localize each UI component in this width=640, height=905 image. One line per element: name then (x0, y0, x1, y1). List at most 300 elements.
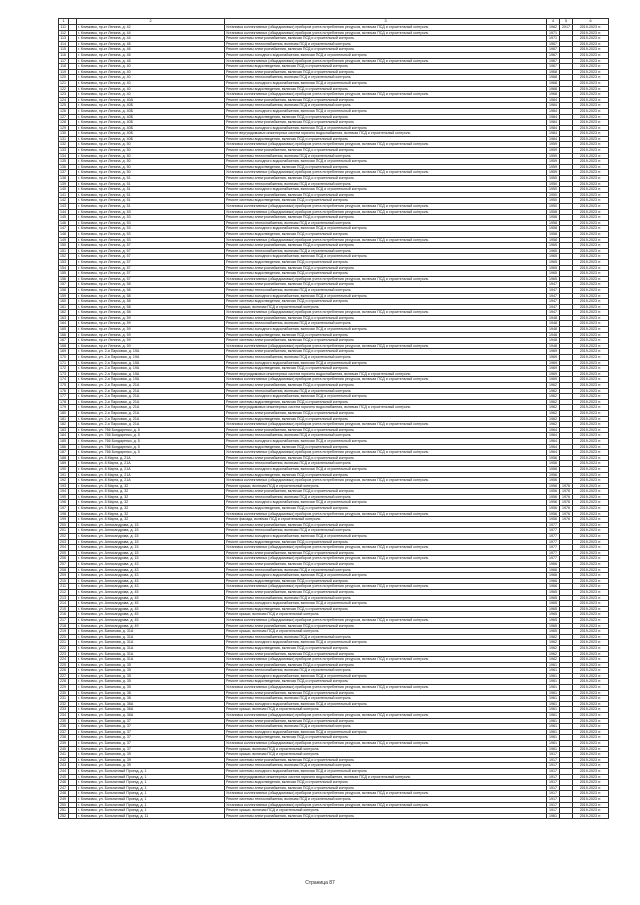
row-work-type: Ремонт системы электроснабжения, включая ПСД и строительный контроль (225, 176, 547, 182)
row-period: 2019-2023 гг. (573, 282, 609, 288)
row-period: 2019-2023 гг. (573, 741, 609, 747)
row-work-type: Установка коллективных (общедомовых) приборов учета потребления ресурсов, включая ПСД и строительный контроль (225, 545, 547, 551)
row-number: 176 (59, 388, 69, 394)
row-period: 2019-2023 гг. (573, 506, 609, 512)
row-year: 1964 (547, 444, 560, 450)
row-work-type: Установка коллективных (общедомовых) приборов учета потребления ресурсов, включая ПСД и строительный контроль (225, 741, 547, 747)
row-period: 2019-2023 гг. (573, 545, 609, 551)
row-period: 2019-2023 гг. (573, 148, 609, 154)
row-period: 2019-2023 гг. (573, 58, 609, 64)
row-period: 2019-2023 гг. (573, 657, 609, 663)
row-number: 222 (59, 645, 69, 651)
row-number: 163 (59, 315, 69, 321)
row-number: 237 (59, 729, 69, 735)
row-period: 2019-2023 гг. (573, 142, 609, 148)
row-period: 2019-2023 гг. (573, 299, 609, 305)
row-period: 2019-2023 гг. (573, 383, 609, 389)
row-period: 2019-2023 гг. (573, 125, 609, 131)
row-address: г. Климовск, ул. Бапанова, д. 37 (77, 718, 225, 724)
row-number: 112 (59, 30, 69, 36)
row-address: г. Климовск, ул. 766 Бондаренко, д. 5 (77, 433, 225, 439)
row-address: г. Климовск, ул. Бапанова, д. 36 (77, 690, 225, 696)
row-address: г. Климовск, пр-кт Ленина, д. 51 (77, 187, 225, 193)
row-year: 1962 (547, 25, 560, 31)
row-work-type: Ремонт крыши, включая ПСД и строительный контроль (225, 612, 547, 618)
row-address: г. Климовск, ул. Александрова, д. 45 (77, 612, 225, 618)
row-year: 1958 (547, 226, 560, 232)
row-period: 2019-2023 гг. (573, 780, 609, 786)
row-period: 2019-2023 гг. (573, 517, 609, 523)
row-period: 2019-2023 гг. (573, 315, 609, 321)
row-period: 2019-2023 гг. (573, 562, 609, 568)
row-year: 1950 (547, 187, 560, 193)
row-number: 143 (59, 204, 69, 210)
row-year-2: 1976 (560, 483, 573, 489)
row-address: г. Климовск, ул. 2-я Парковая, д. 21А (77, 410, 225, 416)
row-year: 1961 (547, 746, 560, 752)
row-year: 1950 (547, 181, 560, 187)
row-work-type: Ремонт системы холодного водоснабжения, включая ПСД и строительный контроль (225, 729, 547, 735)
row-year: 1969 (547, 355, 560, 361)
row-number: 121 (59, 80, 69, 86)
row-address: г. Климовск, пр-кт Ленина, д. 57 (77, 259, 225, 265)
row-number: 144 (59, 209, 69, 215)
row-year: 1968 (547, 80, 560, 86)
row-work-type: Ремонт системы электроснабжения, включая ПСД и строительный контроль (225, 97, 547, 103)
row-number: 177 (59, 394, 69, 400)
row-year: 1961 (547, 662, 560, 668)
row-work-type: Ремонт системы холодного водоснабжения, включая ПСД и строительный контроль (225, 673, 547, 679)
row-work-type: Ремонт системы теплоснабжения, включая ПСД и строительный контроль (225, 461, 547, 467)
row-period: 2019-2023 гг. (573, 332, 609, 338)
row-period: 2019-2023 гг. (573, 573, 609, 579)
row-address: г. Климовск, ул. Бапанова, д. 36А (77, 701, 225, 707)
row-period: 2019-2023 гг. (573, 746, 609, 752)
row-address: г. Климовск, пр-кт Ленина, д. 46 (77, 41, 225, 47)
row-period: 2019-2023 гг. (573, 623, 609, 629)
row-year: 1947 (547, 282, 560, 288)
row-period: 2019-2023 гг. (573, 271, 609, 277)
row-period: 2019-2023 гг. (573, 612, 609, 618)
row-year: 1961 (547, 668, 560, 674)
row-period: 2019-2023 гг. (573, 176, 609, 182)
row-year: 1964 (547, 427, 560, 433)
row-work-type: Ремонт системы электроснабжения, включая ПСД и строительный контроль (225, 589, 547, 595)
row-number: 113 (59, 36, 69, 42)
row-year: 1967 (547, 47, 560, 53)
row-number: 128 (59, 120, 69, 126)
row-address: г. Климовск, ул. 2-я Парковая, д. 21А (77, 422, 225, 428)
row-number: 171 (59, 360, 69, 366)
row-number: 238 (59, 735, 69, 741)
row-work-type: Ремонт системы теплоснабжения, включая ПСД и строительный контроль (225, 696, 547, 702)
row-year: 1917 (547, 802, 560, 808)
row-period: 2019-2023 гг. (573, 651, 609, 657)
row-period: 2019-2023 гг. (573, 220, 609, 226)
row-year: 1917 (547, 768, 560, 774)
row-period: 2019-2023 гг. (573, 108, 609, 114)
row-address: г. Климовск, пр-кт Ленина, д. 46 (77, 47, 225, 53)
row-address: г. Климовск, ул. 2-я Парковая, д. 21А (77, 383, 225, 389)
row-work-type: Ремонт системы водоотведения, включая ПСД и строительный контроль (225, 366, 547, 372)
row-period: 2019-2023 гг. (573, 802, 609, 808)
row-year: 1977 (547, 522, 560, 528)
row-period: 2019-2023 гг. (573, 668, 609, 674)
row-number: 214 (59, 601, 69, 607)
row-period: 2019-2023 гг. (573, 724, 609, 730)
row-number: 174 (59, 377, 69, 383)
row-year: 1966 (547, 573, 560, 579)
row-period: 2019-2023 гг. (573, 287, 609, 293)
row-number: 111 (59, 25, 69, 31)
row-number: 182 (59, 422, 69, 428)
row-number: 123 (59, 92, 69, 98)
row-work-type: Установка коллективных (общедомовых) приборов учета потребления ресурсов, включая ПСД и строительный контроль (225, 713, 547, 719)
row-year: 1966 (547, 562, 560, 568)
row-number: 242 (59, 757, 69, 763)
row-period: 2019-2023 гг. (573, 405, 609, 411)
row-year: 1977 (547, 539, 560, 545)
row-number: 247 (59, 785, 69, 791)
row-period: 2019-2023 гг. (573, 136, 609, 142)
row-year: 1956 (547, 478, 560, 484)
row-year: 1964 (547, 450, 560, 456)
row-address: г. Климовск, ул. 8 Марта, д. 21А (77, 466, 225, 472)
row-number: 187 (59, 450, 69, 456)
row-year: 1959 (547, 159, 560, 165)
row-year-2 (560, 813, 573, 819)
row-work-type: Ремонт системы водоотведения, включая ПСД и строительный контроль (225, 64, 547, 70)
row-number: 172 (59, 366, 69, 372)
row-work-type: Ремонт системы водоотведения, включая ПСД и строительный контроль (225, 332, 547, 338)
row-year: 1948 (547, 338, 560, 344)
row-work-type: Ремонт системы холодного водоснабжения, включая ПСД и строительный контроль (225, 601, 547, 607)
row-period: 2019-2023 гг. (573, 808, 609, 814)
row-address: г. Климовск, ул. Бапанова, д. 35 (77, 673, 225, 679)
row-period: 2019-2023 гг. (573, 500, 609, 506)
row-work-type: Ремонт крыши, включая ПСД и строительный контроль (225, 304, 547, 310)
row-period: 2019-2023 гг. (573, 450, 609, 456)
row-period: 2019-2023 гг. (573, 181, 609, 187)
row-period: 2019-2023 гг. (573, 472, 609, 478)
row-number: 223 (59, 651, 69, 657)
row-address: г. Климовск, пр-кт Ленина, д. 57 (77, 271, 225, 277)
row-period: 2019-2023 гг. (573, 30, 609, 36)
row-address: г. Климовск, ул. Бапанова, д. 31А (77, 634, 225, 640)
row-address: г. Климовск, пр-кт Ленина, д. 40Б (77, 131, 225, 137)
row-year: 1962 (547, 394, 560, 400)
row-year: 1958 (547, 237, 560, 243)
row-work-type: Ремонт системы холодного водоснабжения, включая ПСД и строительный контроль (225, 394, 547, 400)
header-col-3: 3 (225, 19, 547, 25)
row-address: г. Климовск, пр-кт Ленина, д. 50 (77, 153, 225, 159)
row-year: 1961 (547, 741, 560, 747)
row-address: г. Климовск, пр-кт Ленина, д. 59 (77, 338, 225, 344)
row-year-2: 1976 (560, 494, 573, 500)
row-work-type: Ремонт системы электроснабжения, включая ПСД и строительный контроль (225, 383, 547, 389)
row-year: 1977 (547, 534, 560, 540)
row-number: 122 (59, 86, 69, 92)
row-period: 2019-2023 гг. (573, 25, 609, 31)
row-number: 178 (59, 399, 69, 405)
row-number: 116 (59, 52, 69, 58)
row-period: 2019-2023 гг. (573, 422, 609, 428)
row-work-type: Установка коллективных (общедомовых) приборов учета потребления ресурсов, включая ПСД и строительный контроль (225, 450, 547, 456)
row-period: 2019-2023 гг. (573, 478, 609, 484)
row-year: 1956 (547, 466, 560, 472)
row-address: г. Климовск, пр-кт Ленина, д. 59 (77, 327, 225, 333)
row-number: 140 (59, 187, 69, 193)
row-period: 2019-2023 гг. (573, 757, 609, 763)
row-year: 1959 (547, 153, 560, 159)
row-work-type: Ремонт системы теплоснабжения, включая ПСД и строительный контроль (225, 153, 547, 159)
row-address: г. Климовск, ул. Бапанова, д. 39 (77, 752, 225, 758)
row-work-type: Ремонт системы электроснабжения, включая ПСД и строительный контроль (225, 47, 547, 53)
row-period: 2019-2023 гг. (573, 377, 609, 383)
row-year: 1964 (547, 438, 560, 444)
row-period: 2019-2023 гг. (573, 304, 609, 310)
row-number: 147 (59, 226, 69, 232)
row-year: 1965 (547, 265, 560, 271)
row-work-type: Ремонт крыши, включая ПСД и строительный контроль (225, 483, 547, 489)
row-work-type: Ремонт системы электроснабжения, включая ПСД и строительный контроль (225, 410, 547, 416)
row-work-type: Ремонт системы холодного водоснабжения, включая ПСД и строительный контроль (225, 159, 547, 165)
row-year: 1948 (547, 332, 560, 338)
row-year: 1961 (547, 690, 560, 696)
row-work-type: Ремонт системы теплоснабжения, включая ПСД и строительный контроль (225, 287, 547, 293)
row-period: 2019-2023 гг. (573, 791, 609, 797)
row-address: г. Климовск, пр-кт Ленина, д. 53 (77, 209, 225, 215)
row-number: 232 (59, 701, 69, 707)
row-number: 125 (59, 103, 69, 109)
row-address: г. Климовск, ул. Больничный Проезд, д. 1 (77, 768, 225, 774)
row-year: 1961 (547, 813, 560, 819)
row-number: 175 (59, 383, 69, 389)
row-work-type: Ремонт системы электроснабжения, включая ПСД и строительный контроль (225, 215, 547, 221)
row-work-type: Установка коллективных (общедомовых) приборов учета потребления ресурсов, включая ПСД и строительный контроль (225, 310, 547, 316)
row-year: 1947 (547, 310, 560, 316)
row-period: 2019-2023 гг. (573, 187, 609, 193)
row-address: г. Климовск, ул. Бапанова, д. 35 (77, 668, 225, 674)
row-period: 2019-2023 гг. (573, 690, 609, 696)
row-number: 167 (59, 338, 69, 344)
row-number: 127 (59, 114, 69, 120)
row-period: 2019-2023 гг. (573, 120, 609, 126)
row-year: 1965 (547, 259, 560, 265)
row-work-type: Ремонт системы электроснабжения, включая ПСД и строительный контроль (225, 243, 547, 249)
row-work-type: Ремонт системы холодного водоснабжения, включая ПСД и строительный контроль (225, 500, 547, 506)
row-number: 212 (59, 589, 69, 595)
row-period: 2019-2023 гг. (573, 265, 609, 271)
row-address: г. Климовск, ул. Бапанова, д. 31А (77, 651, 225, 657)
row-work-type: Ремонт системы теплоснабжения, включая ПСД и строительный контроль (225, 41, 547, 47)
row-work-type: Ремонт системы электроснабжения, включая ПСД и строительный контроль (225, 120, 547, 126)
row-year: 1956 (547, 511, 560, 517)
row-year: 1984 (547, 125, 560, 131)
row-address: г. Климовск, ул. 2-я Парковая, д. 21А (77, 388, 225, 394)
row-year: 1965 (547, 617, 560, 623)
row-work-type: Ремонт системы водоотведения, включая ПСД и строительный контроль (225, 444, 547, 450)
row-year: 1959 (547, 164, 560, 170)
row-address: г. Климовск, ул. 2-я Парковая, д. 21А (77, 394, 225, 400)
row-number: 251 (59, 808, 69, 814)
row-number: 129 (59, 125, 69, 131)
row-address: г. Климовск, пр-кт Ленина, д. 58 (77, 299, 225, 305)
row-period: 2019-2023 гг. (573, 455, 609, 461)
row-period: 2019-2023 гг. (573, 36, 609, 42)
row-work-type: Ремонт системы теплоснабжения, включая ПСД и строительный контроль (225, 321, 547, 327)
row-year: 1969 (547, 360, 560, 366)
row-year: 1967 (547, 52, 560, 58)
row-number: 155 (59, 271, 69, 277)
row-period: 2019-2023 гг. (573, 763, 609, 769)
row-address: г. Климовск, ул. Александрова, д. 45 (77, 617, 225, 623)
row-year: 1968 (547, 75, 560, 81)
row-address: г. Климовск, ул. 2-я Парковая, д. 21А (77, 399, 225, 405)
row-work-type: Ремонт системы водоотведения, включая ПСД и строительный контроль (225, 164, 547, 170)
row-work-type: Ремонт крыши, включая ПСД и строительный контроль (225, 808, 547, 814)
row-year: 1917 (547, 785, 560, 791)
row-number: 248 (59, 791, 69, 797)
row-number: 219 (59, 629, 69, 635)
row-year: 1950 (547, 176, 560, 182)
row-number: 240 (59, 746, 69, 752)
row-address: г. Климовск, пр-кт Ленина, д. 59 (77, 332, 225, 338)
row-year: 1956 (547, 494, 560, 500)
row-year: 1961 (547, 685, 560, 691)
row-period: 2019-2023 гг. (573, 259, 609, 265)
row-work-type: Ремонт системы холодного водоснабжения, включая ПСД и строительный контроль (225, 701, 547, 707)
row-address: г. Климовск, ул. 8 Марта, д. 32 (77, 517, 225, 523)
row-address: г. Климовск, пр-кт Ленина, д. 58 (77, 304, 225, 310)
row-year: 1962 (547, 388, 560, 394)
row-year: 1966 (547, 584, 560, 590)
row-year: 1962 (547, 399, 560, 405)
row-number: 215 (59, 606, 69, 612)
row-work-type: Ремонт системы холодного водоснабжения, включая ПСД и строительный контроль (225, 438, 547, 444)
row-address: г. Климовск, пр-кт Ленина, д. 40А (77, 97, 225, 103)
row-address: г. Климовск, ул. 8 Марта, д. 21А (77, 455, 225, 461)
row-year: 1965 (547, 612, 560, 618)
row-year: 1971 (547, 36, 560, 42)
row-period: 2019-2023 гг. (573, 567, 609, 573)
row-number: 141 (59, 192, 69, 198)
row-work-type: Установка коллективных (общедомовых) приборов учета потребления ресурсов, включая ПСД и строительный контроль (225, 204, 547, 210)
row-year: 1977 (547, 545, 560, 551)
row-number: 120 (59, 75, 69, 81)
table-row (59, 813, 609, 819)
row-number: 131 (59, 136, 69, 142)
row-work-type: Ремонт системы теплоснабжения, включая ПСД и строительный контроль (225, 494, 547, 500)
row-address: г. Климовск, ул. Бапанова, д. 36 (77, 696, 225, 702)
row-work-type: Ремонт системы холодного водоснабжения, включая ПСД и строительный контроль (225, 226, 547, 232)
row-work-type: Ремонт системы электроснабжения, включая ПСД и строительный контроль (225, 69, 547, 75)
row-year-2: 1976 (560, 517, 573, 523)
row-work-type: Установка коллективных (общедомовых) приборов учета потребления ресурсов, включая ПСД и строительный контроль (225, 92, 547, 98)
row-number: 192 (59, 478, 69, 484)
row-work-type: Ремонт системы водоотведения, включая ПСД и строительный контроль (225, 399, 547, 405)
row-period: 2019-2023 гг. (573, 86, 609, 92)
row-number: 243 (59, 763, 69, 769)
row-year: 1965 (547, 595, 560, 601)
row-year: 1958 (547, 215, 560, 221)
row-work-type: Ремонт крыши, включая ПСД и строительный контроль (225, 746, 547, 752)
row-work-type: Ремонт системы водоотведения, включая ПСД и строительный контроль (225, 780, 547, 786)
row-number: 124 (59, 97, 69, 103)
row-work-type: Установка коллективных (общедомовых) приборов учета потребления ресурсов, включая ПСД и строительный контроль (225, 657, 547, 663)
row-period: 2019-2023 гг. (573, 589, 609, 595)
row-address: г. Климовск, ул. Александрова, д. 15 (77, 545, 225, 551)
row-address: г. Климовск, ул. Бапанова, д. 39 (77, 757, 225, 763)
row-work-type: Ремонт системы водоотведения, включая ПСД и строительный контроль (225, 645, 547, 651)
row-year: 1917 (547, 808, 560, 814)
row-address: г. Климовск, ул. Бапанова, д. 37 (77, 724, 225, 730)
row-work-type: Ремонт системы теплоснабжения, включая ПСД и строительный контроль (225, 528, 547, 534)
row-number: 130 (59, 131, 69, 137)
row-work-type: Ремонт системы холодного водоснабжения, включая ПСД и строительный контроль (225, 187, 547, 193)
row-work-type: Установка коллективных (общедомовых) приборов учета потребления ресурсов, включая ПСД и строительный контроль (225, 142, 547, 148)
row-period: 2019-2023 гг. (573, 696, 609, 702)
row-year: 1956 (547, 506, 560, 512)
header-col-1: 1 (59, 19, 69, 25)
row-address: г. Климовск, пр-кт Ленина, д. 44 (77, 36, 225, 42)
row-work-type: Ремонт системы теплоснабжения, включая ПСД и строительный контроль (225, 567, 547, 573)
row-year: 1948 (547, 343, 560, 349)
row-number: 180 (59, 410, 69, 416)
row-period: 2019-2023 гг. (573, 394, 609, 400)
row-address: г. Климовск, пр-кт Ленина, д. 57 (77, 265, 225, 271)
row-work-type: Ремонт системы теплоснабжения, включая ПСД и строительный контроль (225, 634, 547, 640)
row-address: г. Климовск, ул. Александрова, д. 15 (77, 539, 225, 545)
row-work-type: Ремонт системы холодного водоснабжения, включая ПСД и строительный контроль (225, 360, 547, 366)
row-address: г. Климовск, ул. 8 Марта, д. 32 (77, 500, 225, 506)
row-address: г. Климовск, пр-кт Ленина, д. 50 (77, 164, 225, 170)
row-number: 179 (59, 405, 69, 411)
row-address: г. Климовск, пр-кт Ленина, д. 53 (77, 220, 225, 226)
row-period: 2019-2023 гг. (573, 338, 609, 344)
row-period: 2019-2023 гг. (573, 752, 609, 758)
row-number: 126 (59, 108, 69, 114)
row-period: 2019-2023 гг. (573, 466, 609, 472)
row-number: 137 (59, 170, 69, 176)
row-year: 1967 (547, 58, 560, 64)
row-year: 1947 (547, 293, 560, 299)
row-year: 1965 (547, 601, 560, 607)
row-year: 1962 (547, 657, 560, 663)
row-number: 157 (59, 282, 69, 288)
row-work-type: Ремонт системы электроснабжения, включая ПСД и строительный контроль (225, 550, 547, 556)
row-year: 1948 (547, 315, 560, 321)
row-period: 2019-2023 гг. (573, 813, 609, 819)
row-address: г. Климовск, ул. 8 Марта, д. 32 (77, 489, 225, 495)
row-work-type: Ремонт системы холодного водоснабжения, включая ПСД и строительный контроль (225, 52, 547, 58)
row-number: 200 (59, 522, 69, 528)
row-year: 1958 (547, 231, 560, 237)
row-address: г. Климовск, пр-кт Ленина, д. 50 (77, 159, 225, 165)
row-number: 207 (59, 562, 69, 568)
row-number: 154 (59, 265, 69, 271)
row-number: 234 (59, 713, 69, 719)
row-period: 2019-2023 гг. (573, 461, 609, 467)
row-period: 2019-2023 гг. (573, 170, 609, 176)
row-period: 2019-2023 гг. (573, 164, 609, 170)
row-year: 1984 (547, 108, 560, 114)
row-address: г. Климовск, пр-кт Ленина, д. 51 (77, 204, 225, 210)
row-address: г. Климовск, пр-кт Ленина, д. 46 (77, 58, 225, 64)
row-number: 241 (59, 752, 69, 758)
row-period: 2019-2023 гг. (573, 159, 609, 165)
row-number: 156 (59, 276, 69, 282)
